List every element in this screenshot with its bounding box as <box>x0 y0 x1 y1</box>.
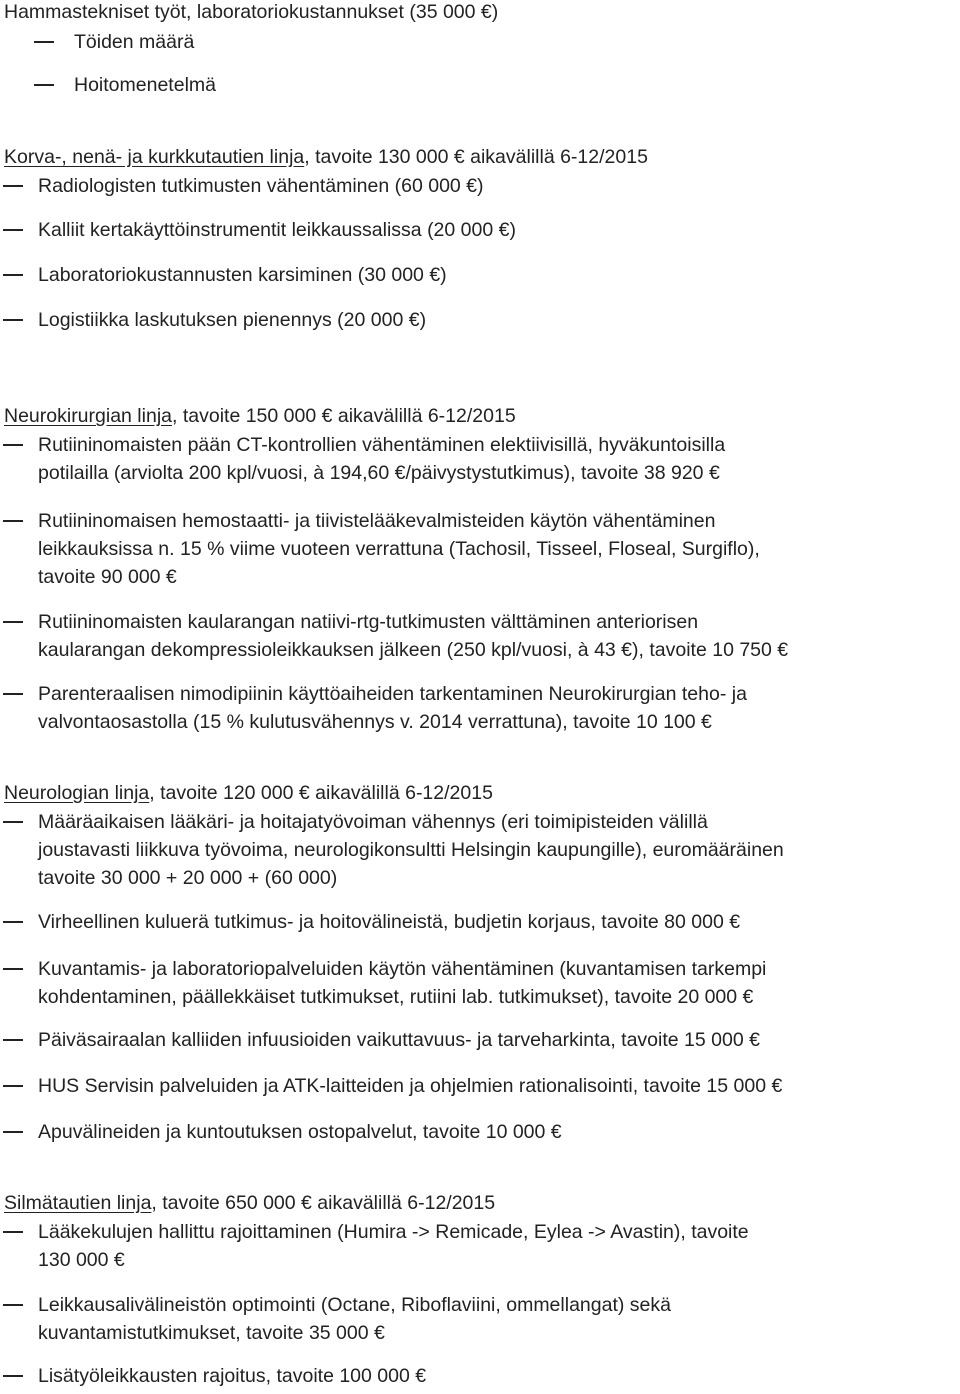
dash-bullet-icon <box>3 693 23 695</box>
list-item-text: Hoitomenetelmä <box>74 74 216 96</box>
list-item-text: Leikkausalivälineistön optimointi (Octane, Riboflaviini, ommellangat) sekä kuvantamistutkimukset, tavoite 35 000 € <box>38 1294 671 1344</box>
section-title: Neurokirurgian linja <box>4 405 172 427</box>
section-target: , tavoite 130 000 € aikavälillä 6-12/2015 <box>304 146 648 168</box>
dash-bullet-icon <box>3 319 23 321</box>
list-item-text: Päiväsairaalan kalliiden infuusioiden vaikuttavuus- ja tarveharkinta, tavoite 15 000 € <box>38 1029 760 1051</box>
list-item-text: Määräaikaisen lääkäri- ja hoitajatyövoiman vähennys (eri toimipisteiden välillä joustavasti liikkuva työvoima, neurologikonsultti Helsingin kaupungille), euromääräinen tavoite 30 000 + 20 000 + (60 000) <box>38 811 784 889</box>
section-heading-silmatautien <box>4 1189 495 1217</box>
list-item-text: HUS Servisin palveluiden ja ATK-laitteiden ja ohjelmien rationalisointi, tavoite 15 000 € <box>38 1075 783 1097</box>
list-item-text: Parenteraalisen nimodipiinin käyttöaiheiden tarkentaminen Neurokirurgian teho- ja valvontaosastolla (15 % kulutusvähennys v. 2014 verrattuna), tavoite 10 100 € <box>38 683 747 733</box>
list-item-text: Apuvälineiden ja kuntoutuksen ostopalvelut, tavoite 10 000 € <box>38 1121 562 1143</box>
dash-bullet-icon <box>3 185 23 187</box>
dash-bullet-icon <box>34 84 54 86</box>
section-title: Korva-, nenä- ja kurkkutautien linja <box>4 146 305 168</box>
section-target: , tavoite 120 000 € aikavälillä 6-12/2015 <box>149 782 493 804</box>
section-heading-hammastekniset <box>4 0 498 26</box>
list-item-text: Virheellinen kuluerä tutkimus- ja hoitovälineistä, budjetin korjaus, tavoite 80 000 € <box>38 911 741 933</box>
list-item-text: Lisätyöleikkausten rajoitus, tavoite 100 000 € <box>38 1365 427 1387</box>
section-heading-korva <box>4 143 648 171</box>
dash-bullet-icon <box>3 921 23 923</box>
list-item-text: Rutiininomaisten kaularangan natiivi-rtg-tutkimusten välttäminen anteriorisen kaularangan dekompressioleikkauksen jälkeen (250 kpl/vuosi, à 43 €), tavoite 10 750 € <box>38 611 789 661</box>
section-heading-neurokirurgia <box>4 402 516 430</box>
section-title: Silmätautien linja <box>4 1192 152 1214</box>
section-target: , tavoite 650 000 € aikavälillä 6-12/2015 <box>151 1192 496 1214</box>
list-item-text: Rutiininomaisten pään CT-kontrollien vähentäminen elektiivisillä, hyväkuntoisilla potilailla (arviolta 200 kpl/vuosi, à 194,60 €/päivystystutkimus), tavoite 38 920 € <box>38 434 726 484</box>
list-item-text: Radiologisten tutkimusten vähentäminen (60 000 €) <box>38 175 484 197</box>
list-item-text: Logistiikka laskutuksen pienennys (20 000 €) <box>38 309 427 331</box>
dash-bullet-icon <box>3 1085 23 1087</box>
dash-bullet-icon <box>3 520 23 522</box>
list-item-text: Rutiininomaisen hemostaatti- ja tiivistelääkevalmisteiden käytön vähentäminen leikkauksissa n. 15 % viime vuoteen verrattuna (Tachosil, Tisseel, Floseal, Surgiflo), tavoite 90 000 € <box>38 510 760 588</box>
dash-bullet-icon <box>3 1039 23 1041</box>
section-target: , tavoite 150 000 € aikavälillä 6-12/2015 <box>172 405 516 427</box>
dash-bullet-icon <box>3 621 23 623</box>
list-item-text: Kuvantamis- ja laboratoriopalveluiden käytön vähentäminen (kuvantamisen tarkempi kohdentaminen, päällekkäiset tutkimukset, rutiini lab. tutkimukset), tavoite 20 000 € <box>38 958 767 1008</box>
list-item-text: Laboratoriokustannusten karsiminen (30 000 €) <box>38 264 447 286</box>
dash-bullet-icon <box>34 41 54 43</box>
dash-bullet-icon <box>3 1231 23 1233</box>
dash-bullet-icon <box>3 968 23 970</box>
list-item-text: Töiden määrä <box>74 31 195 53</box>
dash-bullet-icon <box>3 229 23 231</box>
dash-bullet-icon <box>3 274 23 276</box>
dash-bullet-icon <box>3 1375 23 1377</box>
dash-bullet-icon <box>3 1131 23 1133</box>
dash-bullet-icon <box>3 821 23 823</box>
section-heading-neurologia <box>4 779 493 807</box>
list-item-text: Lääkekulujen hallittu rajoittaminen (Humira -> Remicade, Eylea -> Avastin), tavoite 130 000 € <box>38 1221 749 1271</box>
list-item-text: Kalliit kertakäyttöinstrumentit leikkaussalissa (20 000 €) <box>38 219 516 241</box>
heading-text: Hammastekniset työt, laboratoriokustannukset (35 000 €) <box>4 1 499 23</box>
dash-bullet-icon <box>3 1304 23 1306</box>
section-title: Neurologian linja <box>4 782 150 804</box>
dash-bullet-icon <box>3 444 23 446</box>
